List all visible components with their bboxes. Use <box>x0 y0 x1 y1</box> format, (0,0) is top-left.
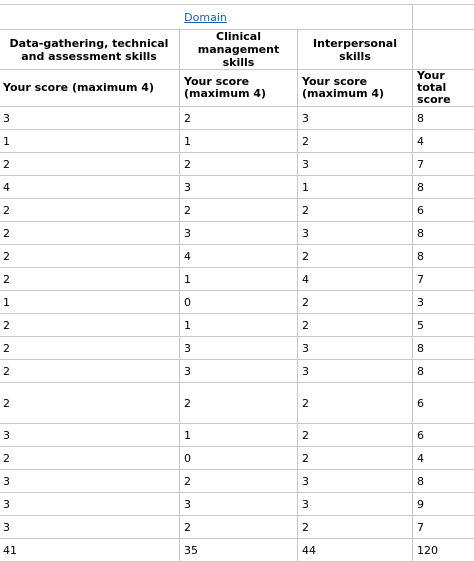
table-row <box>0 337 474 360</box>
totals-row <box>0 539 474 562</box>
cell-data-gathering: 3 <box>0 493 180 516</box>
cell-data-gathering: 2 <box>0 447 180 470</box>
score-rows <box>0 107 474 562</box>
cell-clinical: 0 <box>180 291 298 314</box>
cell-total: 8 <box>413 107 474 130</box>
cell-data-gathering: 3 <box>0 107 180 130</box>
cell-data-gathering: 4 <box>0 176 180 199</box>
cell-data-gathering: 3 <box>0 516 180 539</box>
cell-clinical: 0 <box>180 447 298 470</box>
table-row <box>0 245 474 268</box>
col-score-data-gathering: Your score (maximum 4) <box>0 70 180 107</box>
cell-total: 6 <box>413 199 474 222</box>
cell-total: 4 <box>413 130 474 153</box>
cell-data-gathering: 2 <box>0 314 180 337</box>
cell-clinical: 1 <box>180 314 298 337</box>
cell-interpersonal: 2 <box>298 383 413 424</box>
cell-total: 8 <box>413 222 474 245</box>
cell-clinical: 1 <box>180 268 298 291</box>
domain-group-row <box>0 30 474 70</box>
cell-interpersonal: 3 <box>298 107 413 130</box>
col-interpersonal: Interpersonal skills <box>298 30 413 70</box>
col-data-gathering: Data-gathering, technical and assessment skills <box>0 30 180 70</box>
cell-total: 5 <box>413 314 474 337</box>
cell-total: 3 <box>413 291 474 314</box>
cell-data-gathering: 2 <box>0 337 180 360</box>
table-row <box>0 470 474 493</box>
cell-interpersonal: 3 <box>298 337 413 360</box>
cell-total: 7 <box>413 268 474 291</box>
cell-interpersonal: 2 <box>298 199 413 222</box>
cell-clinical: 2 <box>180 516 298 539</box>
cell-data-gathering: 2 <box>0 268 180 291</box>
cell-interpersonal: 2 <box>298 516 413 539</box>
table-row <box>0 447 474 470</box>
cell-total: 9 <box>413 493 474 516</box>
table-row <box>0 107 474 130</box>
col-total-score: Your total score <box>413 70 474 107</box>
col-score-interpersonal: Your score (maximum 4) <box>298 70 413 107</box>
total-interpersonal: 44 <box>298 539 413 562</box>
cell-data-gathering: 2 <box>0 245 180 268</box>
cell-clinical: 3 <box>180 337 298 360</box>
table-row <box>0 383 474 424</box>
table-row <box>0 360 474 383</box>
cell-clinical: 4 <box>180 245 298 268</box>
cell-clinical: 2 <box>180 107 298 130</box>
cell-interpersonal: 3 <box>298 222 413 245</box>
cell-total: 8 <box>413 337 474 360</box>
cell-total: 7 <box>413 516 474 539</box>
cell-data-gathering: 2 <box>0 199 180 222</box>
cell-interpersonal: 1 <box>298 176 413 199</box>
cell-data-gathering: 2 <box>0 360 180 383</box>
domain-header-cell <box>0 5 413 30</box>
cell-interpersonal: 2 <box>298 424 413 447</box>
cell-total: 7 <box>413 153 474 176</box>
cell-clinical: 3 <box>180 360 298 383</box>
cell-interpersonal: 3 <box>298 360 413 383</box>
score-header-row <box>0 70 474 107</box>
cell-interpersonal: 2 <box>298 130 413 153</box>
cell-clinical: 3 <box>180 222 298 245</box>
cell-data-gathering: 3 <box>0 424 180 447</box>
table-row <box>0 314 474 337</box>
cell-clinical: 3 <box>180 176 298 199</box>
table-row <box>0 493 474 516</box>
cell-total: 8 <box>413 360 474 383</box>
cell-clinical: 2 <box>180 383 298 424</box>
table-row <box>0 291 474 314</box>
score-table <box>0 4 474 562</box>
cell-interpersonal: 3 <box>298 153 413 176</box>
cell-clinical: 3 <box>180 493 298 516</box>
cell-data-gathering: 1 <box>0 291 180 314</box>
cell-total: 8 <box>413 470 474 493</box>
cell-total: 8 <box>413 176 474 199</box>
cell-total: 4 <box>413 447 474 470</box>
cell-interpersonal: 4 <box>298 268 413 291</box>
cell-total: 8 <box>413 245 474 268</box>
cell-data-gathering: 1 <box>0 130 180 153</box>
table-row <box>0 176 474 199</box>
domain-header-row <box>0 5 474 30</box>
cell-data-gathering: 2 <box>0 222 180 245</box>
col-empty <box>413 30 474 70</box>
cell-data-gathering: 2 <box>0 153 180 176</box>
cell-total: 6 <box>413 383 474 424</box>
cell-clinical: 2 <box>180 199 298 222</box>
cell-clinical: 2 <box>180 470 298 493</box>
domain-link[interactable]: Domain <box>184 10 227 24</box>
cell-interpersonal: 2 <box>298 291 413 314</box>
col-clinical-management: Clinical management skills <box>180 30 298 70</box>
cell-clinical: 2 <box>180 153 298 176</box>
table-row <box>0 222 474 245</box>
cell-data-gathering: 2 <box>0 383 180 424</box>
table-row <box>0 130 474 153</box>
table-row <box>0 153 474 176</box>
cell-interpersonal: 2 <box>298 245 413 268</box>
cell-interpersonal: 3 <box>298 493 413 516</box>
cell-interpersonal: 2 <box>298 447 413 470</box>
grand-total: 120 <box>413 539 474 562</box>
cell-data-gathering: 3 <box>0 470 180 493</box>
cell-interpersonal: 2 <box>298 314 413 337</box>
total-data-gathering: 41 <box>0 539 180 562</box>
empty-header-cell <box>413 5 474 30</box>
cell-clinical: 1 <box>180 130 298 153</box>
cell-interpersonal: 3 <box>298 470 413 493</box>
table-row <box>0 199 474 222</box>
table-row <box>0 516 474 539</box>
table-row <box>0 424 474 447</box>
table-row <box>0 268 474 291</box>
total-clinical: 35 <box>180 539 298 562</box>
cell-total: 6 <box>413 424 474 447</box>
col-score-clinical: Your score (maximum 4) <box>180 70 298 107</box>
cell-clinical: 1 <box>180 424 298 447</box>
